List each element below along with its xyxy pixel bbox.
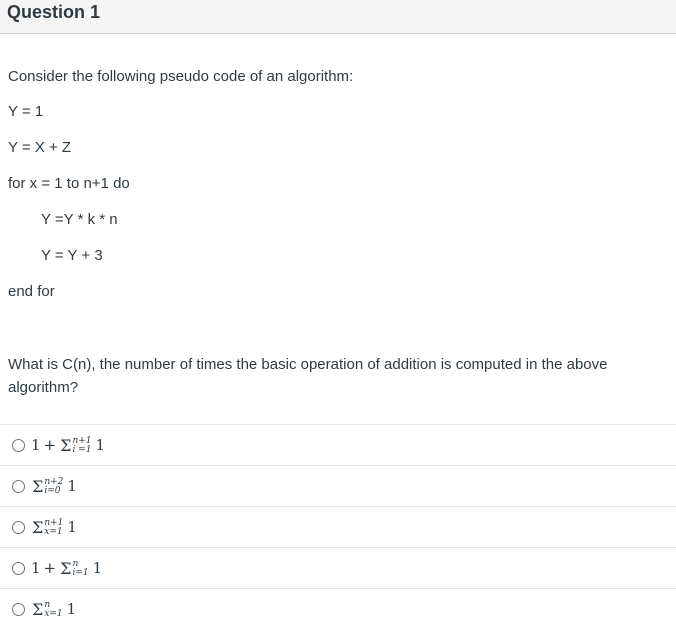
upper-limit: n+1 bbox=[72, 436, 92, 446]
formula-operator: + bbox=[43, 559, 57, 577]
code-line-5: Y = Y + 3 bbox=[41, 247, 103, 264]
answer-option-3[interactable] bbox=[0, 506, 676, 547]
sum-term: 1 bbox=[95, 436, 106, 454]
formula-prefix: 1 bbox=[31, 436, 41, 454]
radio-button[interactable] bbox=[12, 603, 25, 616]
sum-term: 1 bbox=[92, 559, 103, 577]
code-line-4: Y =Y * k * n bbox=[41, 211, 118, 228]
question-header bbox=[0, 0, 676, 34]
sigma-symbol: Σ bbox=[32, 517, 44, 537]
question-text: What is C(n), the number of times the basic operation of addition is computed in the above algorithm? bbox=[8, 356, 608, 396]
sum-limits bbox=[44, 478, 63, 496]
question-title: Question 1 bbox=[7, 2, 101, 22]
answer-option-2[interactable] bbox=[0, 465, 676, 506]
sigma-symbol: Σ bbox=[32, 599, 44, 619]
lower-limit: i=1 bbox=[72, 568, 89, 578]
sum-limits bbox=[72, 560, 88, 578]
sum-term: 1 bbox=[66, 600, 77, 618]
code-line-3: for x = 1 to n+1 do bbox=[8, 175, 130, 192]
lower-limit: x=1 bbox=[44, 609, 63, 619]
radio-button[interactable] bbox=[12, 562, 25, 575]
answer-formula bbox=[31, 477, 77, 496]
code-line-1: Y = 1 bbox=[8, 103, 44, 120]
answer-option-4[interactable] bbox=[0, 547, 676, 588]
sigma-symbol: Σ bbox=[32, 476, 44, 496]
radio-button[interactable] bbox=[12, 439, 25, 452]
upper-limit: n+1 bbox=[44, 518, 64, 528]
radio-button[interactable] bbox=[12, 480, 25, 493]
answer-option-1[interactable] bbox=[0, 424, 676, 465]
sigma-symbol: Σ bbox=[60, 435, 72, 455]
answer-list bbox=[0, 424, 676, 629]
sum-limits bbox=[44, 519, 63, 537]
prompt-text: Consider the following pseudo code of an algorithm: bbox=[8, 68, 354, 85]
answer-formula bbox=[31, 600, 76, 619]
formula-operator: + bbox=[43, 436, 57, 454]
sigma-symbol: Σ bbox=[60, 558, 72, 578]
lower-limit: i =1 bbox=[72, 445, 92, 455]
sum-term: 1 bbox=[67, 477, 77, 495]
lower-limit: i=0 bbox=[44, 486, 61, 496]
code-line-6: end for bbox=[8, 283, 55, 300]
upper-limit: n bbox=[44, 600, 51, 610]
upper-limit: n bbox=[72, 559, 79, 569]
answer-formula bbox=[31, 518, 77, 537]
answer-formula bbox=[31, 559, 102, 578]
upper-limit: n+2 bbox=[44, 477, 64, 487]
formula-prefix: 1 bbox=[31, 559, 41, 577]
code-line-2: Y = X + Z bbox=[8, 139, 72, 156]
sum-term: 1 bbox=[67, 518, 77, 536]
radio-button[interactable] bbox=[12, 521, 25, 534]
lower-limit: x=1 bbox=[44, 527, 63, 537]
answer-option-5[interactable] bbox=[0, 588, 676, 629]
sum-limits bbox=[44, 601, 62, 619]
answer-formula bbox=[31, 436, 105, 455]
sum-limits bbox=[72, 437, 91, 455]
